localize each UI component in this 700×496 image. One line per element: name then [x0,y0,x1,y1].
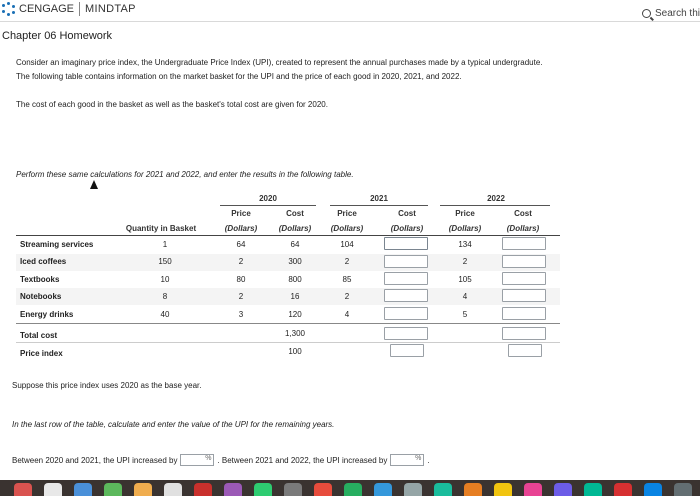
year-header-2021: 2021 [370,194,388,203]
top-bar [0,0,700,22]
price-header-2022: Price [455,209,475,218]
app-icon[interactable] [134,483,152,496]
app-icon[interactable] [434,483,452,496]
cost2022-notebooks-input[interactable] [502,289,546,302]
price-index-2021-input[interactable] [390,344,424,357]
upi-increase-sentence [12,454,430,466]
year-header-2020: 2020 [259,194,277,203]
search-label: Search thi [654,8,700,19]
app-icon[interactable] [44,483,62,496]
price2020-coffees: 2 [238,257,244,266]
app-icon[interactable] [284,483,302,496]
price-index-2022-input[interactable] [508,344,542,357]
cost-header-2020: Cost [286,209,304,218]
row-label-textbooks: Textbooks [20,275,60,284]
cost-dollars-2022: (Dollars) [506,224,540,233]
app-icon[interactable] [254,483,272,496]
price2022-textbooks: 105 [458,275,472,284]
cost2020-streaming: 64 [290,240,300,249]
cost2020-notebooks: 16 [290,292,300,301]
price-dollars-2021: (Dollars) [330,224,364,233]
intro-line-1: Consider an imaginary price index, the Undergraduate Price Index (UPI), created to represent the annual purchases made by a typical undergradute. [16,58,543,67]
price2022-notebooks: 4 [462,292,468,301]
app-icon[interactable] [644,483,662,496]
qty-notebooks: 8 [162,292,168,301]
base-year-note: Suppose this price index uses 2020 as the base year. [12,381,202,390]
intro-text [16,56,656,84]
mouse-cursor-icon [90,180,98,189]
row-label-energy: Energy drinks [20,310,74,319]
cost2021-energy-input[interactable] [384,307,428,320]
increase-2022-text: . Between 2021 and 2022, the UPI increased by [217,455,388,465]
cost2020-coffees: 300 [288,257,302,266]
app-icon[interactable] [224,483,242,496]
price2022-coffees: 2 [462,257,468,266]
price-table [16,193,560,365]
search-icon [642,9,651,18]
cost2022-coffees-input[interactable] [502,255,546,268]
year-underline-2022 [440,205,550,206]
cost2020-energy: 120 [288,310,302,319]
cost-header-2022: Cost [514,209,532,218]
increase-2022-input[interactable] [390,454,424,466]
year-underline-2020 [220,205,316,206]
cost2021-textbooks-input[interactable] [384,272,428,285]
cengage-logo-icon [2,2,16,16]
app-icon[interactable] [374,483,392,496]
price-header-2020: Price [231,209,251,218]
chapter-title: Chapter 06 Homework [2,30,113,42]
price2022-energy: 5 [462,310,468,319]
app-icon[interactable] [524,483,542,496]
cengage-logo[interactable] [2,2,136,16]
brand-name: CENGAGE [19,3,75,15]
cost-header-2021: Cost [398,209,416,218]
price2020-textbooks: 80 [236,275,246,284]
cost2020-textbooks: 800 [288,275,302,284]
cost2022-energy-input[interactable] [502,307,546,320]
app-icon[interactable] [464,483,482,496]
year-underline-2021 [330,205,428,206]
price2020-energy: 3 [238,310,244,319]
price2021-energy: 4 [344,310,350,319]
quantity-header: Quantity in Basket [125,224,197,233]
price-index-2020: 100 [288,347,302,356]
qty-coffees: 150 [158,257,172,266]
price2020-streaming: 64 [236,240,246,249]
price2022-streaming: 134 [458,240,472,249]
last-row-instruction: In the last row of the table, calculate and enter the value of the UPI for the remaining years. [12,420,335,429]
year-header-2022: 2022 [487,194,505,203]
app-icon[interactable] [494,483,512,496]
percent-sign: % [205,455,212,462]
app-icon[interactable] [674,483,692,496]
increase-2021-input[interactable] [180,454,214,466]
body-rule [16,323,560,324]
cost2022-textbooks-input[interactable] [502,272,546,285]
row-label-coffees: Iced coffees [20,257,67,266]
app-icon[interactable] [584,483,602,496]
app-icon[interactable] [74,483,92,496]
cost-dollars-2021: (Dollars) [390,224,424,233]
cost2022-streaming-input[interactable] [502,237,546,250]
brand-divider [79,2,80,16]
percent-sign: % [415,455,422,462]
cost2021-streaming-input[interactable] [384,237,428,250]
qty-energy: 40 [160,310,170,319]
header-rule [16,235,560,236]
total-cost-2022-input[interactable] [502,327,546,340]
price-header-2021: Price [337,209,357,218]
app-icon[interactable] [104,483,122,496]
product-name: MINDTAP [85,3,136,15]
price-dollars-2022: (Dollars) [448,224,482,233]
app-icon[interactable] [164,483,182,496]
app-icon[interactable] [194,483,212,496]
app-icon[interactable] [14,483,32,496]
app-icon[interactable] [314,483,332,496]
total-cost-2020: 1,300 [284,329,306,338]
price2021-coffees: 2 [344,257,350,266]
cost-note: The cost of each good in the basket as well as the basket's total cost are given for 2020. [16,100,328,109]
price-dollars-2020: (Dollars) [224,224,258,233]
perform-instruction: Perform these same calculations for 2021 and 2022, and enter the results in the following table. [16,170,354,179]
app-icon[interactable] [344,483,362,496]
price2021-streaming: 104 [340,240,354,249]
price2021-textbooks: 85 [342,275,352,284]
row-label-notebooks: Notebooks [20,292,62,301]
cost-dollars-2020: (Dollars) [278,224,312,233]
qty-streaming: 1 [162,240,168,249]
search-button[interactable] [642,8,700,19]
total-cost-label: Total cost [20,331,58,340]
taskbar-dock [0,480,700,496]
total-cost-2021-input[interactable] [384,327,428,340]
intro-line-2: The following table contains information on the market basket for the UPI and the price of each good in 2020, 2021, and 2022. [16,72,462,81]
row-label-streaming: Streaming services [20,240,94,249]
increase-2021-text: Between 2020 and 2021, the UPI increased by [12,455,178,465]
app-icon[interactable] [554,483,572,496]
price2020-notebooks: 2 [238,292,244,301]
cost2021-notebooks-input[interactable] [384,289,428,302]
qty-textbooks: 10 [160,275,170,284]
app-icon[interactable] [404,483,422,496]
price-index-label: Price index [20,349,63,358]
price2021-notebooks: 2 [344,292,350,301]
sentence-end: . [427,455,430,465]
cost2021-coffees-input[interactable] [384,255,428,268]
app-icon[interactable] [614,483,632,496]
total-rule [16,342,560,343]
